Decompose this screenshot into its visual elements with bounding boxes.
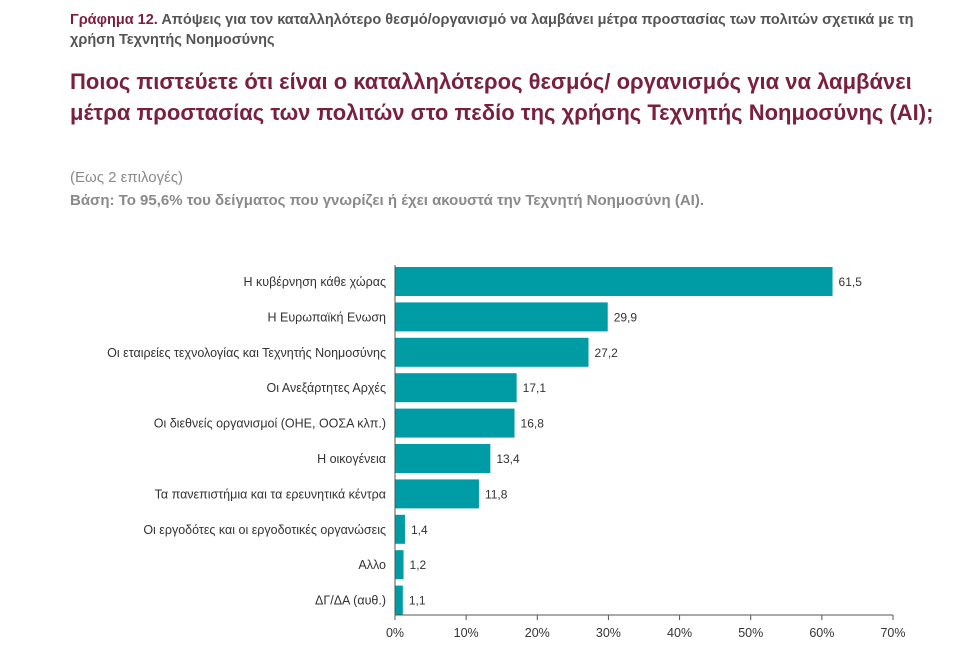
x-tick-label-6: 50%	[738, 626, 764, 640]
bar-8	[395, 515, 405, 544]
x-tick-label-2: 10%	[453, 626, 479, 640]
bar-10	[395, 586, 403, 615]
bar-2	[395, 302, 608, 331]
bar-6	[395, 444, 490, 473]
x-tick-label-7: 60%	[809, 626, 835, 640]
bar-9	[395, 550, 404, 579]
x-tick-label-8: 70%	[880, 626, 906, 640]
value-label-10: 1,1	[408, 593, 426, 608]
bar-5	[395, 409, 515, 438]
category-label-8: Οι εργοδότες και οι εργοδοτικές οργανώσεις	[143, 522, 386, 537]
value-label-1: 61,5	[838, 275, 862, 289]
category-label-3: Οι εταιρείες τεχνολογίας και Τεχνητής Νοημοσύνης	[107, 345, 386, 360]
figure-caption-text: Απόψεις για τον καταλληλότερο θεσμό/οργανισμό να λαμβάνει μέτρα προστασίας των πολιτών σχετικά με τη χρήση Τεχνητής Νοημοσύνης	[70, 12, 914, 48]
value-label-6: 13,4	[496, 452, 520, 466]
category-label-7: Τα πανεπιστήμια και τα ερευνητικά κέντρα	[154, 487, 386, 502]
category-label-6: Η οικογένεια	[317, 452, 386, 466]
value-label-8: 1,4	[410, 522, 428, 537]
bar-1	[395, 267, 833, 296]
x-tick-label-1: 0%	[385, 626, 405, 640]
selection-note: (Εως 2 επιλογές)	[70, 169, 184, 186]
value-label-4: 17,1	[522, 381, 547, 396]
chart-question-title: Ποιος πιστεύετε ότι είναι ο καταλληλότερος θεσμός/ οργανισμός για να λαμβάνει μέτρα προστασίας των πολιτών στο πεδίο της χρήσης Τεχνητής Νοημοσύνης (AI);	[70, 69, 934, 125]
value-label-9: 1,2	[409, 558, 427, 573]
value-label-3: 27,2	[594, 345, 618, 360]
category-label-4: Οι Ανεξάρτητες Αρχές	[266, 381, 386, 396]
figure-number: Γράφημα 12.	[70, 12, 158, 28]
category-label-2: Η Ευρωπαϊκή Ενωση	[267, 310, 386, 325]
value-label-5: 16,8	[520, 416, 544, 431]
category-label-1: Η κυβέρνηση κάθε χώρας	[243, 275, 386, 289]
category-label-5: Οι διεθνείς οργανισμοί (ΟΗΕ, ΟΟΣΑ κλπ.)	[153, 416, 386, 431]
value-label-2: 29,9	[613, 310, 638, 325]
bar-7	[395, 479, 479, 508]
x-tick-label-5: 40%	[667, 626, 693, 640]
x-tick-label-4: 30%	[595, 626, 621, 640]
category-label-9: Αλλο	[358, 558, 386, 573]
bar-4	[395, 373, 517, 402]
bar-3	[395, 338, 589, 367]
x-tick-label-3: 20%	[524, 626, 550, 640]
sample-base-note: Βάση: Το 95,6% του δείγματος που γνωρίζει ή έχει ακουστά την Τεχνητή Νοημοσύνη (AI).	[70, 192, 704, 209]
category-label-10: ΔΓ/ΔΑ (αυθ.)	[315, 593, 386, 608]
value-label-7: 11,8	[484, 487, 508, 502]
